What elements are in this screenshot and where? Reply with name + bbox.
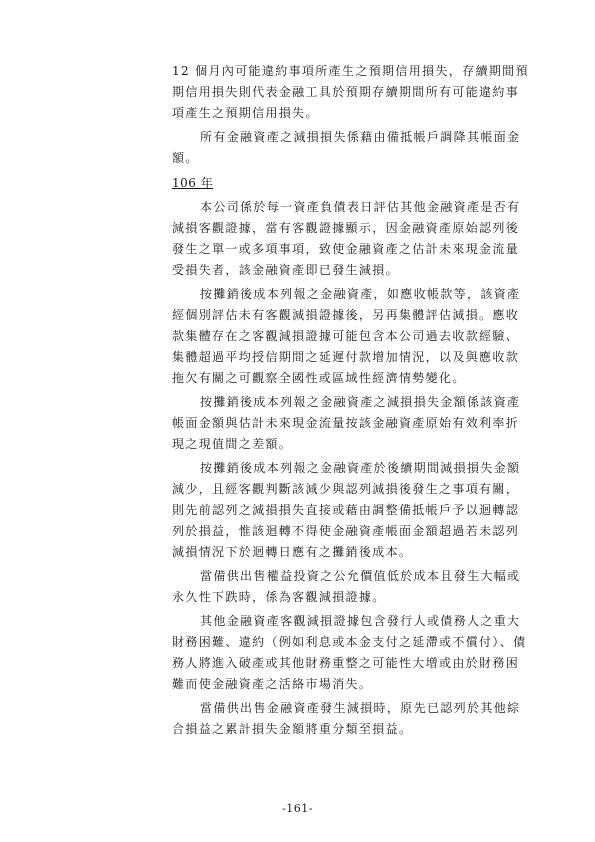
- text-line: 經個別評估未有客觀減損證據後，另再集體評估減損。應收: [172, 308, 520, 322]
- text-line: 永久性下跌時，係為客觀減損證據。: [172, 590, 386, 604]
- text-line: 帳面金額與估計未來現金流量按該金融資產原始有效利率折: [172, 416, 520, 430]
- text-line: 現之現值間之差額。: [172, 437, 293, 451]
- text-line: 集體超過平均授信期間之延遲付款增加情況，以及與應收款: [172, 350, 520, 364]
- text-line: 項產生之預期信用損失。: [172, 106, 319, 120]
- page-body: [172, 61, 550, 740]
- text-line: 務人將進入破產或其他財務重整之可能性大增或由於財務困: [172, 656, 520, 670]
- text-line: 款集體存在之客觀減損證據可能包含本公司過去收款經驗、: [172, 329, 520, 343]
- paragraph: [172, 698, 550, 740]
- text-line: 按攤銷後成本列報之金融資產之減損損失金額係該資產: [200, 395, 521, 409]
- text-line: 減損客觀證據，當有客觀證據顯示，因金融資產原始認列後: [172, 221, 520, 235]
- text-line: 列於損益，惟該迴轉不得使金融資產帳面金額超過若未認列: [172, 524, 520, 538]
- text-line: 所有金融資產之減損損失係藉由備抵帳戶調降其帳面金: [200, 130, 521, 144]
- text-line: 12 個月內可能違約事項所產生之預期信用損失，存續期間預: [172, 64, 529, 78]
- text-line: 減少，且經客觀判斷該減少與認列減損後發生之事項有關，: [172, 482, 520, 496]
- text-line: 額。: [172, 151, 199, 165]
- year-heading: 106 年: [172, 176, 214, 190]
- text-line: 則先前認列之減損損失直接或藉由調整備抵帳戶予以迴轉認: [172, 503, 520, 517]
- text-line: 按攤銷後成本列報之金融資產於後續期間減損損失金額: [200, 461, 521, 475]
- text-line: 按攤銷後成本列報之金融資產，如應收帳款等，該資產: [200, 287, 521, 301]
- paragraph: [172, 458, 550, 563]
- text-line: 當備供出售金融資產發生減損時，原先已認列於其他綜: [200, 701, 521, 715]
- paragraph: [172, 61, 550, 124]
- paragraph: [172, 127, 550, 169]
- paragraph: [172, 197, 550, 281]
- year-heading-row: [172, 172, 550, 194]
- text-line: 拖欠有關之可觀察全國性或區域性經濟情勢變化。: [172, 371, 466, 385]
- text-line: 財務困難、違約（例如利息或本金支付之延滯或不償付）、債: [172, 635, 527, 649]
- text-line: 其他金融資產客觀減損證據包含發行人或債務人之重大: [200, 614, 521, 628]
- text-line: 本公司係於每一資產負債表日評估其他金融資產是否有: [200, 200, 521, 214]
- text-line: 合損益之累計損失金額將重分類至損益。: [172, 722, 413, 736]
- page-number: -161-: [282, 802, 313, 815]
- paragraph: [172, 611, 550, 695]
- text-line: 發生之單一或多項事項，致使金融資產之估計未來現金流量: [172, 242, 520, 256]
- paragraph: [172, 392, 550, 455]
- text-line: 期信用損失則代表金融工具於預期存續期間所有可能違約事: [172, 85, 520, 99]
- paragraph: [172, 566, 550, 608]
- text-line: 受損失者，該金融資產即已發生減損。: [172, 263, 399, 277]
- text-line: 減損情況下於迴轉日應有之攤銷後成本。: [172, 545, 413, 559]
- text-line: 當備供出售權益投資之公允價值低於成本且發生大幅或: [200, 569, 521, 583]
- paragraph: [172, 284, 550, 389]
- text-line: 難而使金融資產之活絡市場消失。: [172, 677, 373, 691]
